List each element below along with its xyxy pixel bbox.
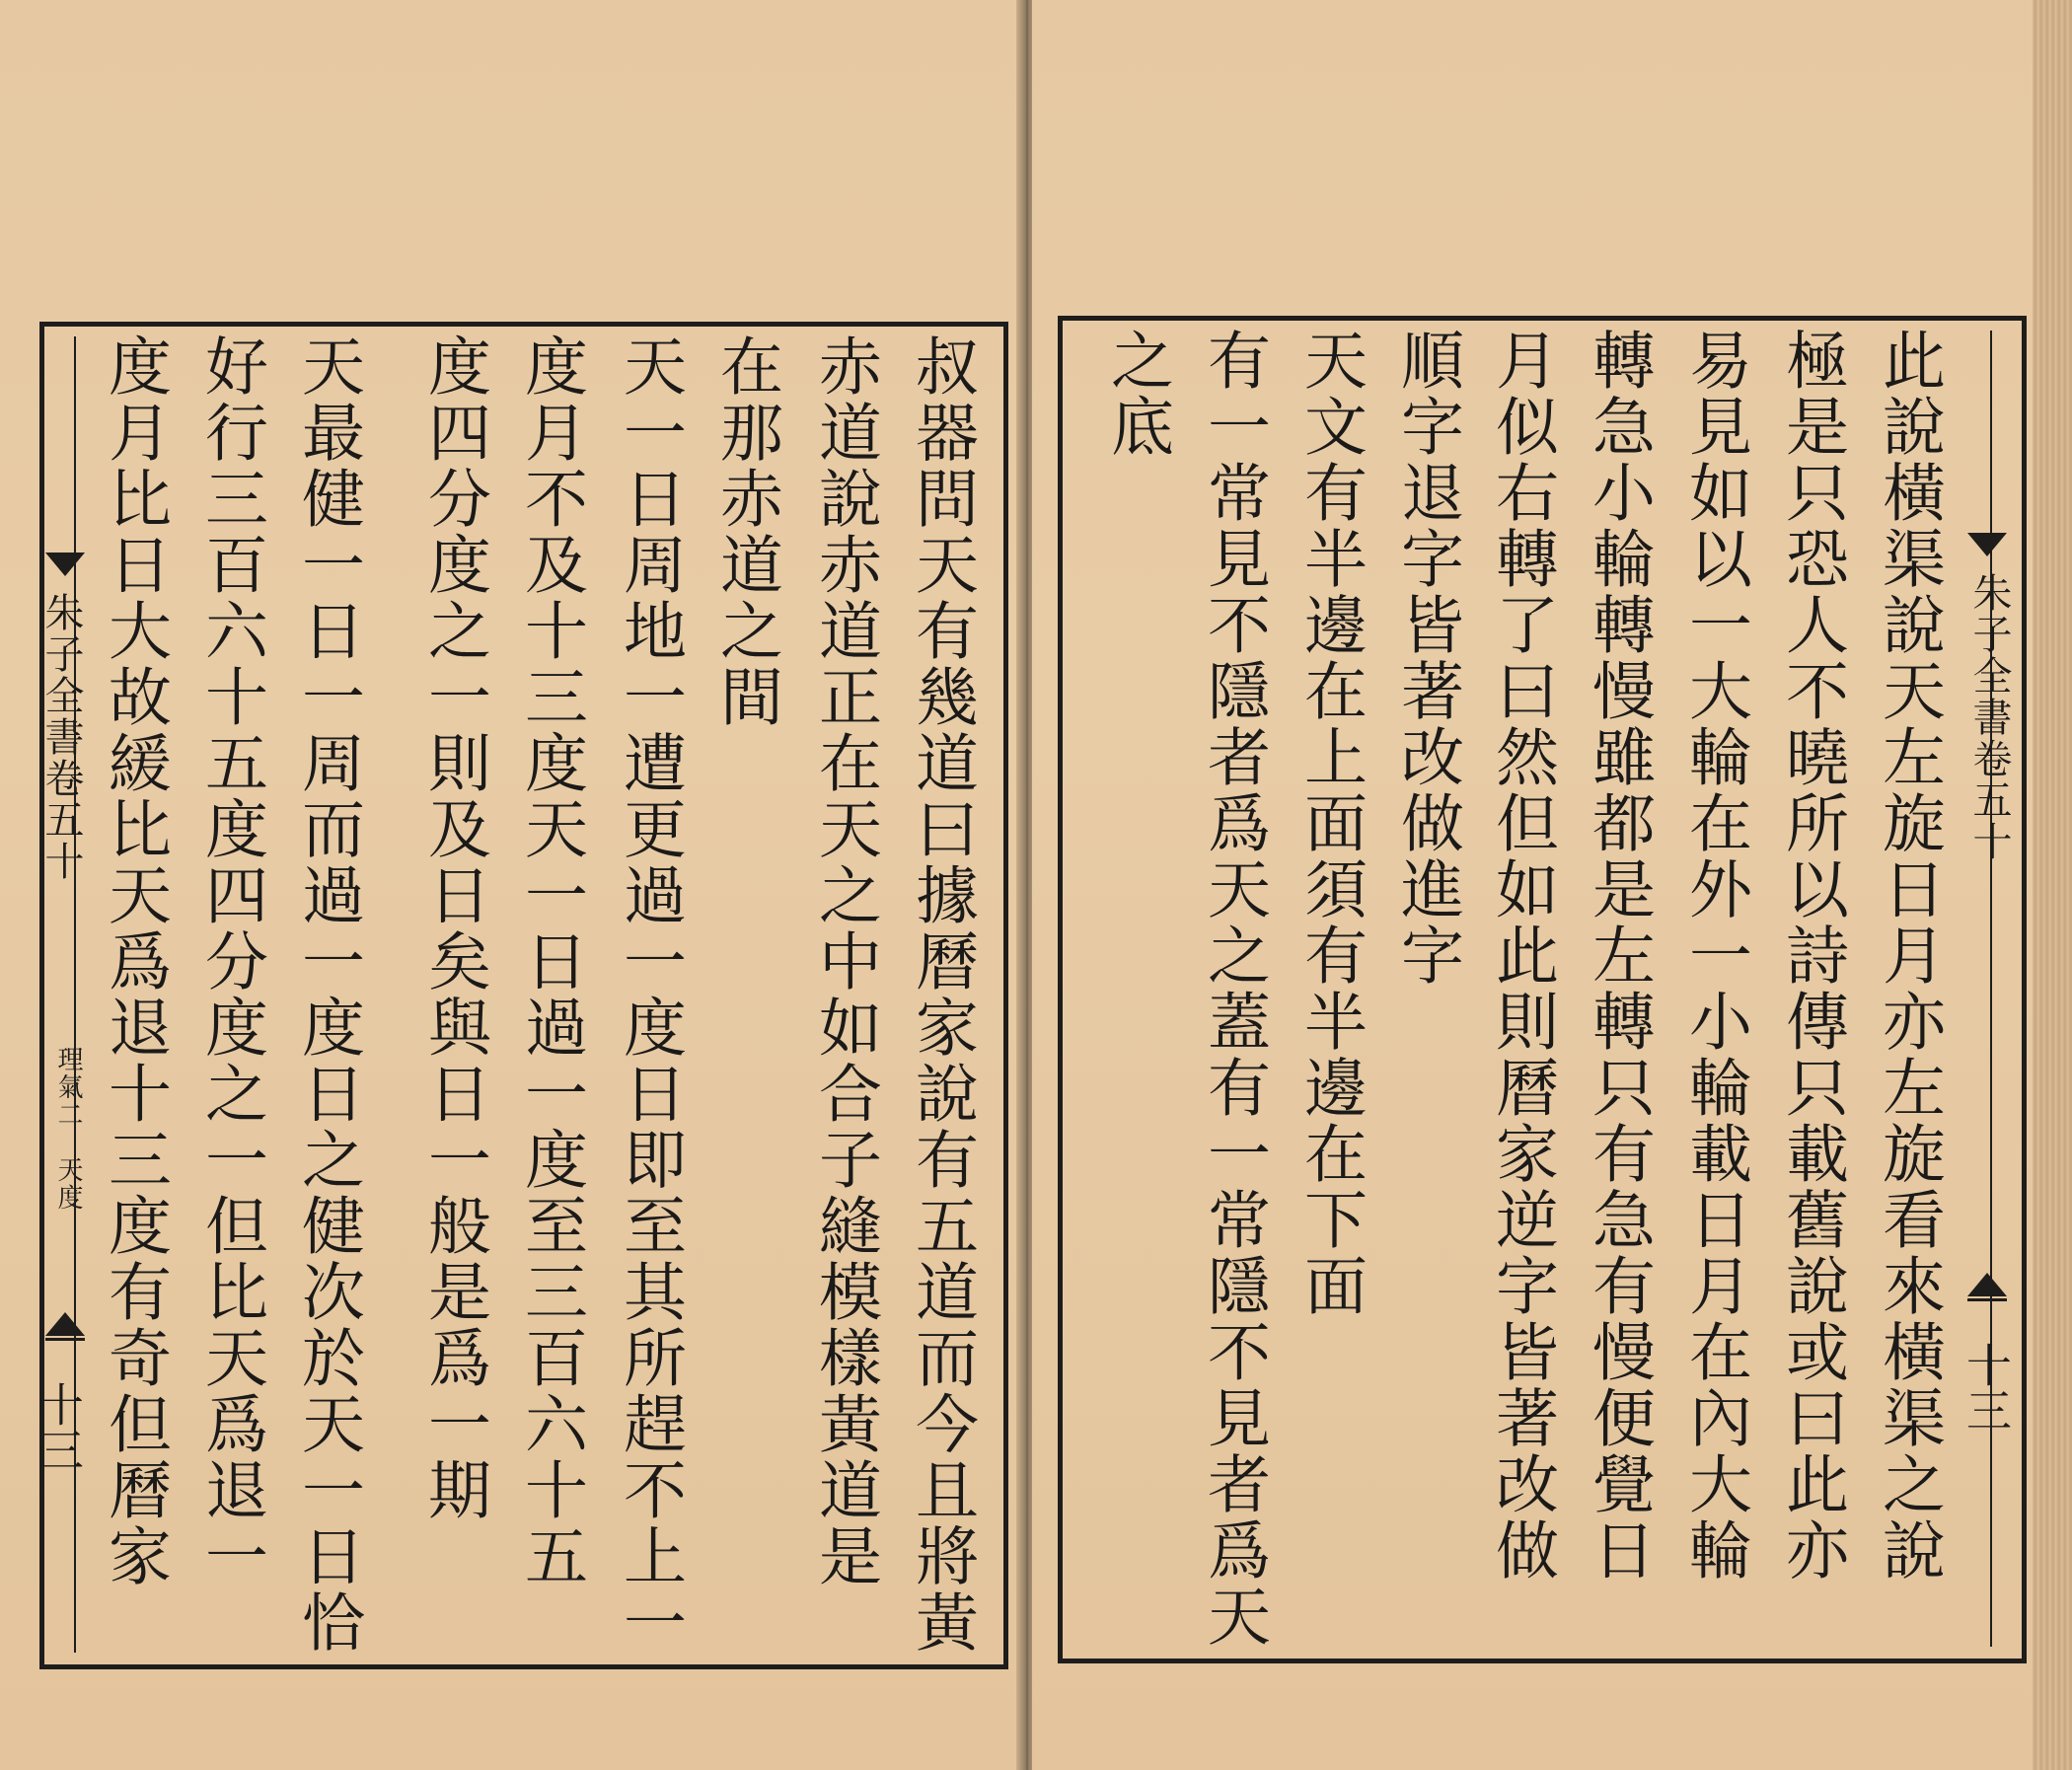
page-number: 十三: [32, 1381, 85, 1472]
text-column: 極是只恐人不曉所以詩傳只載舊說或曰此亦: [1775, 328, 1848, 1584]
text-column: 在那赤道之間: [709, 333, 782, 730]
text-column: 天文有半邊在上面須有半邊在下面: [1294, 328, 1367, 1319]
fishtail-rule: [45, 1338, 85, 1341]
fishtail-upper: [45, 553, 85, 576]
page-number: 十三: [1960, 1342, 2013, 1433]
text-column: 易見如以一大輪在外一小輪載日月在內大輪: [1678, 328, 1751, 1584]
text-column: 度四分度之一則及日矣與日一般是爲一期: [417, 333, 490, 1523]
right-page: [1032, 0, 2043, 1770]
fishtail-upper: [1967, 533, 2007, 556]
text-column: 度月不及十三度天一日過一度至三百六十五: [514, 333, 587, 1589]
banxin-section: 理氣二 天度: [53, 1046, 83, 1212]
text-column: 順字退字皆著改做進字: [1390, 328, 1463, 989]
text-column: 好行三百六十五度四分度之一但比天爲退一: [194, 333, 267, 1589]
text-column: 天一日周地一遭更過一度日即至其所趕不上一: [613, 333, 686, 1656]
banxin-title: 朱子全書卷五十: [1966, 572, 2012, 862]
text-column: 度月比日大故緩比天爲退十三度有奇但曆家: [98, 333, 171, 1589]
text-column: 有一常見不隱者爲天之蓋有一常隱不見者爲天: [1197, 328, 1270, 1650]
right-fore-edge: [2033, 0, 2072, 1770]
banxin-title: 朱子全書卷五十: [38, 592, 84, 882]
fishtail-lower: [1967, 1273, 2007, 1296]
text-column: 此說橫渠說天左旋日月亦左旋看來橫渠之說: [1872, 328, 1945, 1584]
text-column: 轉急小輪轉慢雖都是左轉只有急有慢便覺日: [1582, 328, 1655, 1584]
text-column: 之底: [1100, 328, 1173, 460]
text-column: 赤道說赤道正在天之中如合子縫模樣黃道是: [808, 333, 881, 1589]
left-page: [0, 0, 1022, 1770]
fishtail-rule: [1967, 1298, 2007, 1301]
text-column: 叔器問天有幾道曰據曆家說有五道而今且將黃: [905, 333, 978, 1656]
text-column: 月似右轉了曰然但如此則曆家逆字皆著改做: [1485, 328, 1558, 1584]
text-column: 天最健一日一周而過一度日之健次於天一日恰: [291, 333, 364, 1656]
fishtail-lower: [45, 1312, 85, 1336]
